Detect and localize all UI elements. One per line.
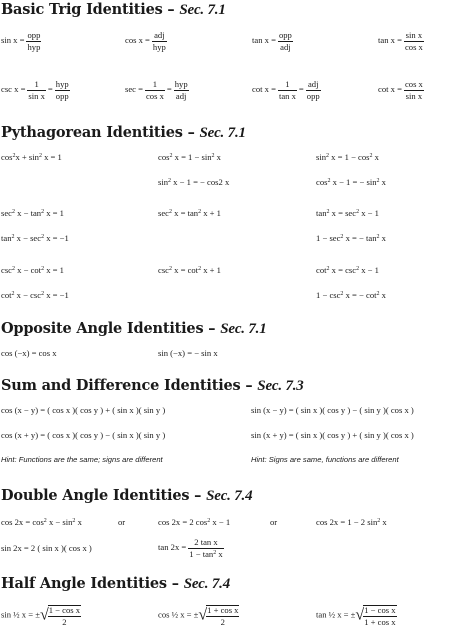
pyth-identity-9: $\tan^2 x - \sec^2 x = -1$	[1, 233, 69, 243]
hint-cos-sum-diff: Hint: Functions are the same; signs are different	[1, 455, 163, 464]
pyth-identity-12: $\csc^2 x = \cot^2 x + 1$	[158, 265, 221, 275]
pyth-identity-5: $\cos^2 x - 1$ = − $\sin^2 x$	[316, 177, 386, 187]
half-sin: sin ½ x = ±√ $\frac{\text{1 − cos x}}{2}$	[1, 605, 81, 627]
pyth-identity-14: $\cot^2 x - \csc^2 x = -1$	[1, 290, 69, 300]
double-or-2: or	[270, 517, 278, 527]
identity-csc: csc x = $\frac{1}{\text{sin x}}$ = $\frac{\text{hyp}}{\text{opp}}$	[1, 79, 69, 101]
identity-cot-tan: cot x = $\frac{1}{\text{tan x}}$ = $\frac{\text{adj}}{\text{opp}}$	[252, 79, 320, 101]
opp-identity-sin: sin (−x) = − sin x	[158, 348, 218, 358]
heading-half-angle: Half Angle Identities – Sec. 7.4	[1, 575, 230, 592]
sumdiff-sin-minus: sin (x − y) = ( sin x )( cos y ) − ( sin y )( cos x )	[251, 405, 414, 415]
pyth-identity-10: $1 - \sec^2 x$ = − $\tan^2 x$	[316, 233, 386, 243]
double-cos-3: cos 2x = 1 − 2 $\sin^2 x$	[316, 517, 387, 527]
heading-pythagorean: Pythagorean Identities – Sec. 7.1	[1, 124, 246, 141]
double-cos-1: $\cos 2x = \cos^2 x - \sin^2 x$	[1, 517, 82, 527]
heading-basic: Basic Trig Identities – Sec. 7.1	[1, 1, 226, 18]
double-cos-2: cos 2x = 2 $\cos^2 x - 1$	[158, 517, 231, 527]
hint-sin-sum-diff: Hint: Signs are same, functions are different	[251, 455, 399, 464]
opp-identity-cos: cos (−x) = cos x	[1, 348, 57, 358]
identity-tan-ratio: tan x = $\frac{\text{opp}}{\text{adj}}$	[252, 30, 292, 52]
pyth-identity-7: $\sec^2 x = \tan^2 x + 1$	[158, 208, 221, 218]
pyth-identity-11: $\csc^2 x - \cot^2 x = 1$	[1, 265, 64, 275]
pyth-identity-3: $\sin^2 x = 1 - \cos^2 x$	[316, 152, 379, 162]
heading-opposite-angle: Opposite Angle Identities – Sec. 7.1	[1, 320, 267, 337]
pyth-identity-1: $\cos^2x + \sin^2 x = 1$	[1, 152, 62, 162]
identity-tan-sincos: tan x = $\frac{\text{sin x}}{\text{cos x}}$	[378, 30, 423, 52]
half-tan: tan ½ x = ±√ $\frac{\text{1 − cos x}}{\text{1 + cos x}}$	[316, 605, 396, 627]
heading-sum-difference: Sum and Difference Identities – Sec. 7.3	[1, 377, 304, 394]
heading-double-angle: Double Angle Identities – Sec. 7.4	[1, 487, 253, 504]
sumdiff-cos-minus: cos (x − y) = ( cos x )( cos y ) + ( sin x )( sin y )	[1, 405, 166, 415]
radical-icon: √	[355, 606, 365, 624]
identity-cos-ratio: cos x = $\frac{\text{adj}}{\text{hyp}}$	[125, 30, 166, 52]
double-or-1: or	[118, 517, 126, 527]
pyth-identity-15: $1 - \csc^2 x$ = − $\cot^2 x$	[316, 290, 386, 300]
sumdiff-cos-plus: cos (x + y) = ( cos x )( cos y ) − ( sin x )( sin y )	[1, 430, 166, 440]
identity-sin-ratio: sin x = $\frac{\text{opp}}{\text{hyp}}$	[1, 30, 41, 52]
pyth-identity-4: $\sin^2 x - 1$ = − cos2 x	[158, 177, 230, 187]
pyth-identity-2: $\cos^2 x = 1 - \sin^2 x$	[158, 152, 221, 162]
double-tan: tan 2x = $\frac{\text{2 tan x}}{1 - \tan^2 x}$	[158, 537, 223, 559]
double-sin: sin 2x = 2 ( sin x )( cos x )	[1, 543, 92, 553]
sumdiff-sin-plus: sin (x + y) = ( sin x )( cos y ) + ( sin y )( cos x )	[251, 430, 414, 440]
pyth-identity-8: $\tan^2 x = \sec^2 x - 1$	[316, 208, 379, 218]
pyth-identity-13: $\cot^2 x = \csc^2 x - 1$	[316, 265, 379, 275]
identity-sec: sec = $\frac{1}{\text{cos x}}$ = $\frac{\text{hyp}}{\text{adj}}$	[125, 79, 188, 101]
radical-icon: √	[198, 606, 208, 624]
radical-icon: √	[39, 606, 49, 624]
identity-cot-cossin: cot x = $\frac{\text{cos x}}{\text{sin x}}$	[378, 79, 423, 101]
pyth-identity-6: $\sec^2 x - \tan^2 x = 1$	[1, 208, 64, 218]
half-cos: cos ½ x = ±√ $\frac{\text{1 + cos x}}{2}$	[158, 605, 239, 627]
